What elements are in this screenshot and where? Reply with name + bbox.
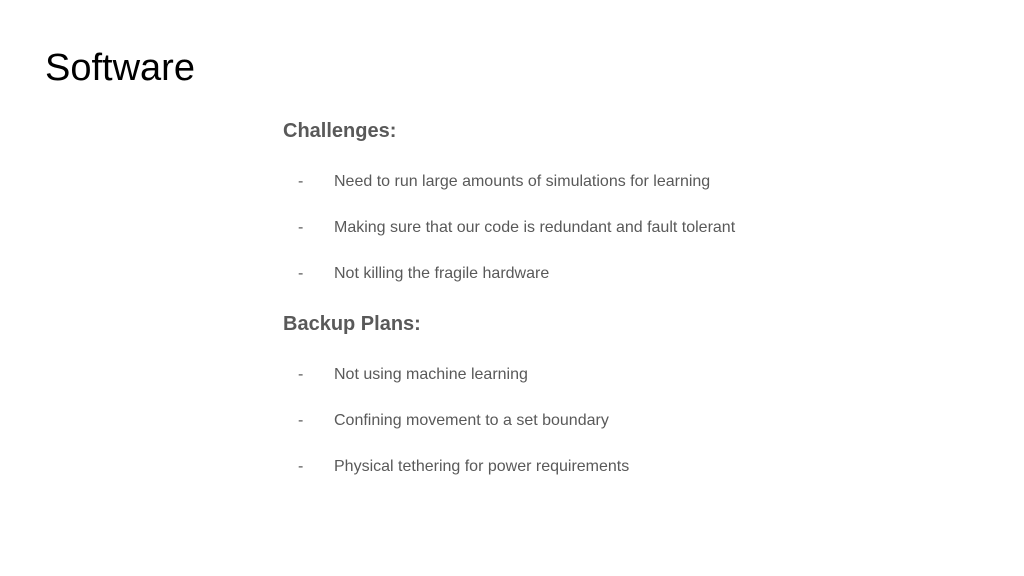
list-item-text: Need to run large amounts of simulations for learning (334, 173, 711, 190)
bullet-dash: - (298, 366, 304, 383)
bullet-dash: - (298, 265, 304, 282)
list-item (283, 363, 743, 386)
backup-plans-list (283, 363, 743, 478)
backup-plans-section (283, 310, 743, 478)
list-item-text: Making sure that our code is redundant and fault tolerant (334, 219, 736, 236)
challenges-list (283, 170, 743, 285)
list-item-text: Not killing the fragile hardware (334, 265, 550, 282)
list-item (283, 262, 743, 285)
list-item (283, 409, 743, 432)
challenges-heading: Challenges: (283, 120, 397, 142)
slide-content (283, 117, 743, 478)
list-item-text: Not using machine learning (334, 366, 528, 383)
slide-title: Software (45, 47, 195, 89)
list-item (283, 455, 743, 478)
list-item (283, 170, 743, 193)
bullet-dash: - (298, 219, 304, 236)
list-item (283, 216, 743, 239)
bullet-dash: - (298, 412, 304, 429)
challenges-section (283, 117, 743, 285)
bullet-dash: - (298, 173, 304, 190)
bullet-dash: - (298, 458, 304, 475)
list-item-text: Confining movement to a set boundary (334, 412, 609, 429)
list-item-text: Physical tethering for power requirements (334, 458, 630, 475)
backup-plans-heading: Backup Plans: (283, 313, 421, 335)
